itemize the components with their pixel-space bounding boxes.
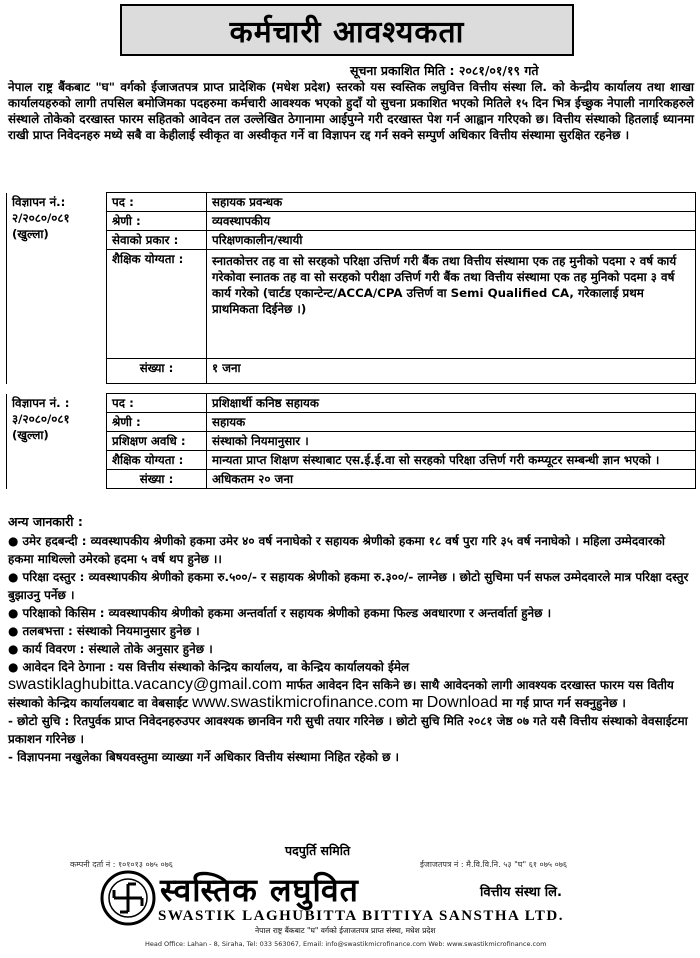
company-name-english: SWASTIK LAGHUBITTA BITTIYA SANSTHA LTD. xyxy=(158,908,565,924)
salary-label: तलबभत्ता : xyxy=(22,624,73,638)
apply-text-2: मार्फत आवेदन दिन सकिने छ। साथै आवेदनको लागी आवश्यक दरखास्त फारम यस वितीय संस्थाको केन्द्रिय कार्यालयबाट वा वेबसाईट xyxy=(8,678,674,710)
apply-label: आवेदन दिने ठेगाना : xyxy=(22,660,114,674)
shortlist-note: - छोटो सुचि : रितपुर्वक प्राप्त निवेदनहरुउपर आवश्यक छानविन गरी सुची तयार गरिनेछ । छोटो सुचि मिति २०८१ जेष्ठ ०७ गते यसै वित्तीय संस्थाको वेवसाईटमा प्रकाशन गरिनेछ । xyxy=(8,714,688,746)
table-row xyxy=(7,212,696,231)
job-text: संस्थाले तोके अनुसार हुनेछ । xyxy=(88,642,213,656)
vacancy-email[interactable]: swastiklaghubitta.vacancy@gmail.com xyxy=(8,676,283,693)
row-value: प्रशिक्षार्थी कनिष्ठ सहायक xyxy=(207,394,696,413)
fee-text: व्यवस्थापकीय श्रेणीको हकमा रु.५००/- र सहायक श्रेणीको हकमा रु.३००/- लाग्नेछ । छोटो सुचिमा पर्न सफल उम्मेदवारले मात्र परिक्षा दस्तुर बुझाउनु पर्नेछ । xyxy=(8,570,689,602)
row-value: परिक्षणकालीन/स्थायी xyxy=(207,231,696,250)
table-row xyxy=(7,470,696,489)
exam-label: परिक्षाको किसिम : xyxy=(22,606,105,620)
row-label: संख्या : xyxy=(107,359,207,384)
exam-type: ● परिक्षाको किसिम : व्यवस्थापकीय श्रेणीको हकमा अन्तर्वार्ता र सहायक श्रेणीको हकमा फिल्ड अवधारणा र अन्तर्वार्ता हुनेछ । xyxy=(8,606,552,620)
table-row xyxy=(7,359,696,384)
ad-number: २/२०८०/०८१ xyxy=(12,210,70,225)
row-label: शैक्षिक योग्यता : xyxy=(107,250,207,359)
company-subtitle-nepali: वित्तीय संस्था लि. xyxy=(480,885,562,900)
ad-number-cell xyxy=(7,394,107,489)
row-label: पद : xyxy=(107,193,207,212)
vacancy-table-2 xyxy=(6,393,696,489)
row-label: श्रेणी : xyxy=(107,413,207,432)
row-label: श्रेणी : xyxy=(107,212,207,231)
company-tagline: नेपाल राष्ट्र बैंकबाट "घ" वर्गको ईजाजतपत्र प्राप्त संस्था, मधेश प्रदेश xyxy=(255,926,436,935)
table-row xyxy=(7,231,696,250)
other-information xyxy=(8,513,694,766)
fee-label: परिक्षा दस्तुर : xyxy=(22,570,85,584)
job-description: ● कार्य विवरण : संस्थाले तोके अनुसार हुनेछ । xyxy=(8,642,213,656)
table-row xyxy=(7,432,696,451)
salary: ● तलबभत्ता : संस्थाको नियमानुसार हुनेछ । xyxy=(8,624,200,638)
company-registration: कम्पनी दर्ता नं : १०१०१३ ०७५ ०७६ xyxy=(70,860,173,869)
row-value: व्यवस्थापकीय xyxy=(207,212,696,231)
rights-note: - विज्ञापनमा नखुलेका बिषयवस्तुमा व्याख्या गर्ने अधिकार वित्तीय संस्थामा निहित रहेको छ । xyxy=(8,750,400,764)
table-row xyxy=(7,451,696,470)
table-row xyxy=(7,413,696,432)
row-value: अधिकतम २० जना xyxy=(207,470,696,489)
committee-signature: पदपुर्ति समिति xyxy=(285,843,351,858)
table-row xyxy=(7,394,696,413)
page-title: कर्मचारी आवश्यकता xyxy=(120,4,574,56)
job-label: कार्य विवरण : xyxy=(22,642,85,656)
age-limit: ● उमेर हदबन्दी : व्यवस्थापकीय श्रेणीको हकमा उमेर ४० वर्ष ननाघेको र सहायक श्रेणीको हकमा १८ वर्ष पुरा गरि ३५ वर्ष ननाघेको । महिला उम्मेदवारको हकमा माथिल्लो उमेरको हदमा ५ वर्ष थप हुनेछ ।। xyxy=(8,534,666,566)
row-value: सहायक प्रवन्धक xyxy=(207,193,696,212)
age-text: व्यवस्थापकीय श्रेणीको हकमा उमेर ४० वर्ष ननाघेको र सहायक श्रेणीको हकमा १८ वर्ष पुरा गरि ३५ वर्ष ननाघेको । महिला उम्मेदवारको हकमा माथिल्लो उमेरको हदमा ५ वर्ष थप हुनेछ ।। xyxy=(8,534,666,566)
application-details xyxy=(8,676,694,712)
row-label: सेवाको प्रकार : xyxy=(107,231,207,250)
row-label: पद : xyxy=(107,394,207,413)
company-contact: Head Office: Lahan - 8, Siraha, Tel: 033 563067, Email: info@swastikmicrofinance.com Web: www.swastikmicrofinance.com xyxy=(145,940,547,948)
salary-text: संस्थाको नियमानुसार हुनेछ । xyxy=(76,624,200,638)
download-word: Download xyxy=(426,694,498,711)
license-number: ईजाजतपत्र नं : मै.वि.वि.नि. ५३ "घ" ६१ ०७५ ०७६ xyxy=(420,860,568,869)
row-value: १ जना xyxy=(207,359,696,384)
ad-number-cell xyxy=(7,193,107,384)
table-row xyxy=(7,250,696,359)
table-row xyxy=(7,193,696,212)
row-value: सहायक xyxy=(207,413,696,432)
swastik-emblem-icon xyxy=(100,870,156,926)
published-date: सूचना प्रकाशित मिति : २०८१/०१/१९ गते xyxy=(350,63,539,78)
website-link[interactable]: www.swastikmicrofinance.com xyxy=(192,694,409,711)
vacancy-table-1 xyxy=(6,192,696,384)
row-label: संख्या : xyxy=(107,470,207,489)
ad-type: (खुल्ला) xyxy=(12,427,49,442)
age-label: उमेर हदबन्दी : xyxy=(22,534,87,548)
other-info-heading: अन्य जानकारी : xyxy=(8,514,83,529)
row-value: स्नातकोत्तर तह वा सो सरहको परिक्षा उत्तिर्ण गरी बैंक तथा वित्तीय संस्थामा एक तह मुनीको पदमा २ वर्ष कार्य गरेकोवा स्नातक तह वा सो सरहको परीक्षा उत्तिर्ण गरी बैंक तथा वित्तीय संस्थामा एक तह मुनिको पदमा ३ वर्ष कार्य गरेको (चार्टड एकान्टेन्ट/ACCA/CPA उत्तिर्ण वा Semi Qualified CA, गरेकालाई प्रथम प्राथमिकता दिईनेछ ।) xyxy=(207,250,696,359)
row-value: मान्यता प्राप्त शिक्षण संस्थाबाट एस.ई.ई.वा सो सरहको परिक्षा उत्तिर्ण गरी कम्प्यूटर सम्बन्धी ज्ञान भएको । xyxy=(207,451,696,470)
row-label: शैक्षिक योग्यता : xyxy=(107,451,207,470)
ad-number-label: विज्ञापन नं.: xyxy=(12,194,66,209)
row-value: संस्थाको नियमानुसार । xyxy=(207,432,696,451)
apply-text-4: मा गई प्राप्त गर्न सक्नुहुनेछ । xyxy=(502,696,626,710)
ad-number: ३/२०८०/०८१ xyxy=(12,411,70,426)
intro-paragraph: नेपाल राष्ट्र बैंकबाट "घ" वर्गको ईजाजतपत्र प्राप्त प्रादेशिक (मधेश प्रदेश) स्तरको यस स्वस्तिक लघुवित्त वित्तीय संस्था लि. को केन्द्रीय कार्यालय तथा शाखा कार्यालयहरुको लागी तपसिल बमोजिमका पदहरुमा कर्मचारी आवश्यक भएको हुदाँ यो सुचना प्रकाशित भएको मितिले १५ दिन भित्र ईच्छुक नेपाली नागरिकहरुले संस्थाले तोकेको दरखास्त फारम सहितको आवेदन तल उल्लेखित ठेगानामा आईपुग्ने गरी दरखास्त पेश गर्न आह्वान गरिएको छ। वित्तीय संस्थाको हितलाई ध्यानमा राखी प्राप्त निवेदनहरु मध्ये सबै वा केहीलाई स्वीकृत वा अस्वीकृत गर्ने वा विज्ञापन रद्द गर्न सक्ने सम्पुर्ण अधिकार वित्तीय संस्थामा सुरक्षित रहनेछ । xyxy=(8,80,694,142)
exam-fee: ● परिक्षा दस्तुर : व्यवस्थापकीय श्रेणीको हकमा रु.५००/- र सहायक श्रेणीको हकमा रु.३००/- लाग्नेछ । छोटो सुचिमा पर्न सफल उम्मेदवारले मात्र परिक्षा दस्तुर बुझाउनु पर्नेछ । xyxy=(8,570,689,602)
row-label: प्रशिक्षण अवधि : xyxy=(107,432,207,451)
exam-text: व्यवस्थापकीय श्रेणीको हकमा अन्तर्वार्ता र सहायक श्रेणीको हकमा फिल्ड अवधारणा र अन्तर्वार्ता हुनेछ । xyxy=(108,606,552,620)
apply-text-3: मा xyxy=(412,696,423,710)
company-letterhead xyxy=(100,868,620,954)
company-name-nepali: स्वस्तिक लघुवित xyxy=(160,871,359,909)
ad-number-label: विज्ञापन नं. : xyxy=(12,395,70,410)
apply-text: यस वित्तीय संस्थाको केन्द्रिय कार्यालय, वा केन्द्रिय कार्यालयको ईमेल xyxy=(117,660,410,674)
ad-type: (खुल्ला) xyxy=(12,226,49,241)
application-address: ● आवेदन दिने ठेगाना : यस वित्तीय संस्थाको केन्द्रिय कार्यालय, वा केन्द्रिय कार्यालयको ईमेल xyxy=(8,660,410,674)
